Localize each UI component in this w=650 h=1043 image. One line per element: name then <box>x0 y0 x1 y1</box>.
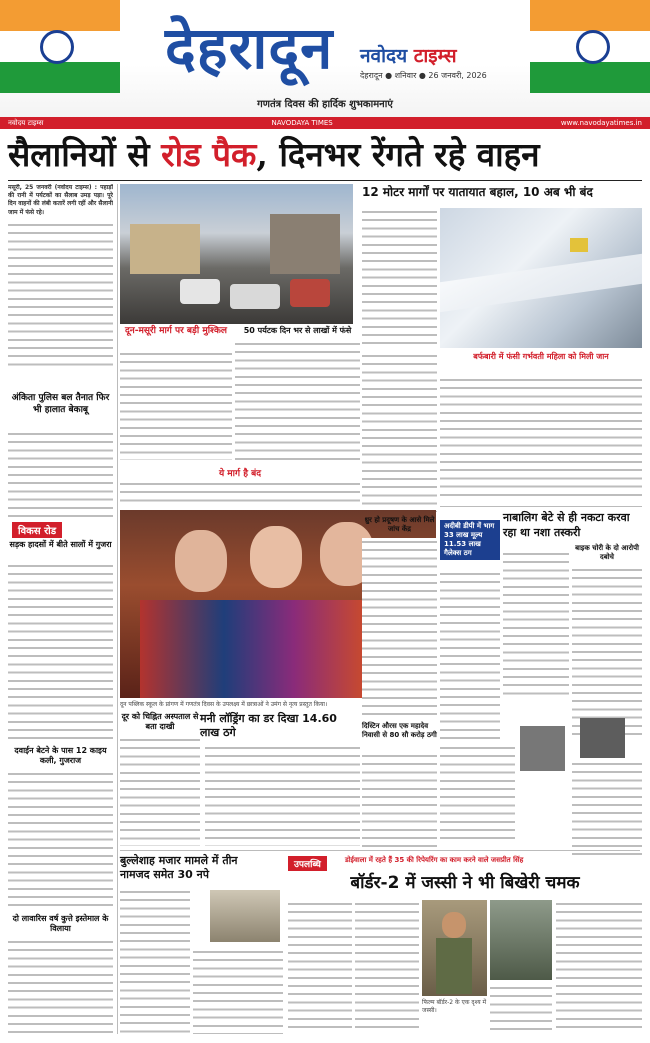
strip-left: नवोदय टाइम्स <box>8 119 44 127</box>
divider <box>120 850 640 851</box>
text-block <box>288 900 352 1034</box>
text-block <box>440 570 500 740</box>
website-link[interactable]: www.navodayatimes.in <box>560 119 642 127</box>
text-block <box>503 550 569 700</box>
flag-right-icon <box>530 0 650 95</box>
text-block <box>8 221 113 371</box>
text-block <box>8 562 113 742</box>
text-block <box>235 340 360 462</box>
center-sub3: ये मार्ग है बंद <box>218 469 262 479</box>
left-story4-head: दो लावारिस वर्ष कुत्ते इस्तेमाल के विलाया <box>12 914 109 933</box>
text-block <box>490 984 552 1034</box>
strip-mid: NAVODAYA TIMES <box>271 119 333 127</box>
lower-head-3: दिस्टिन औरस एक महादेव निवासी से 80 सौ करोड़ ठगी <box>362 722 437 739</box>
lead-intro: मसूरी, 25 जनवरी (नवोदय टाइम्स) : पहाड़ों की रानी में पर्यटकों का सैलाब उमड़ पड़ा। पूरे दिन वाहनों की लंबी कतारें लगी रहीं और सैलानी जाम में फंसे रहे। <box>8 184 113 216</box>
center-sub1: दून-मसूरी मार्ग पर बड़ी मुश्किल <box>124 326 228 336</box>
divider <box>440 506 642 507</box>
photo-caption: दून पब्लिक स्कूल के प्रांगण में गणतंत्र दिवस के उपलक्ष्य में छात्राओं ने उमंग से नृत्य प्रस्तुत किया। <box>120 701 328 708</box>
text-block <box>440 376 642 496</box>
center-sub2: 50 पर्यटक दिन भर से लाखों में फंसे <box>243 326 352 335</box>
text-block <box>362 538 437 718</box>
lower-head-2: दूर को चिह्नित अस्पताल से बता दाखी <box>121 712 199 731</box>
headline-part-1: सैलानियों से <box>8 135 162 174</box>
lower-head-4: बुल्लेशाह मजार मामले में तीन नामजद समेत 30 नपे <box>120 854 238 881</box>
lead-story-text <box>8 184 113 384</box>
bike-photo <box>580 718 625 758</box>
republic-day-greeting: गणतंत्र दिवस की हार्दिक शुभकामनाएं <box>257 99 393 110</box>
left-story2-head: सड़क हादसों में बीते सालों में गुजरा <box>9 540 112 549</box>
text-block <box>440 744 515 844</box>
dateline: देहरादून ● शनिवार ● 26 जनवरी, 2026 <box>360 71 487 80</box>
text-block <box>362 752 437 848</box>
masthead <box>0 0 650 118</box>
subtitle-b: टाइम्स <box>413 45 457 67</box>
accused-photo <box>520 726 565 771</box>
text-block <box>355 900 419 1034</box>
text-block <box>362 352 437 512</box>
text-block <box>572 566 642 736</box>
divider <box>8 180 642 181</box>
section-tag: विकस रोड <box>12 522 62 538</box>
text-block <box>556 900 642 1034</box>
jassi-photo <box>422 900 487 996</box>
text-block <box>120 480 360 505</box>
masthead-strip <box>0 117 650 129</box>
headline-part-3: , दिनभर रेंगते रहे वाहन <box>256 135 540 174</box>
newspaper-title: देहरादून <box>165 14 334 82</box>
bottom-headline: बॉर्डर-2 में जस्सी ने भी बिखेरी चमक <box>350 873 580 893</box>
lead-headline <box>8 132 642 178</box>
traffic-jam-photo <box>120 184 353 324</box>
right-top-head: 12 मोटर मार्गों पर यातायात बहाल, 10 अब भी बंद <box>362 185 593 199</box>
snow-road-photo <box>440 208 642 348</box>
left-story3-head: दवाईन बेटने के पास 12 काइय कली, गुजराज <box>14 746 107 765</box>
text-block <box>120 350 232 460</box>
text-block <box>362 208 437 348</box>
subtitle-a: नवोदय <box>360 45 408 67</box>
text-block <box>120 736 200 846</box>
newspaper-subtitle <box>360 42 457 68</box>
info-box: अदीबी डीपी में भाग 33 लाख मूल्य 11.53 लाख गैलेक्स ठग <box>440 520 500 560</box>
text-block <box>8 938 113 1034</box>
bottom-tag: उपलब्धि <box>288 856 327 871</box>
text-block <box>205 744 360 846</box>
mazar-photo <box>210 890 280 942</box>
text-block <box>572 760 642 860</box>
text-block <box>8 770 113 910</box>
headline-part-2: रोड पैक <box>161 135 257 174</box>
flag-left-icon <box>0 0 120 95</box>
film-still-photo <box>490 900 552 980</box>
text-block <box>193 948 283 1034</box>
bottom-kicker: डोईवाला में रहते हैं 35 की रिपेयरिंग का काम करने वाले जसप्रीत सिंह <box>345 856 524 864</box>
lower-head-1: मनी लॉड्रिंग का डर दिखा 14.60 लाख ठगे <box>200 712 337 739</box>
bottom-photo-caption: फिल्म बॉर्डर-2 के एक दृश्य में जस्सी। <box>422 999 487 1014</box>
text-block <box>8 430 113 520</box>
right-col-head: थ्रुर हो प्रदूषण के आसे मिले जांच केंद्र <box>364 516 435 533</box>
right-photo-sub: बर्फबारी में फंसी गर्भवती महिला को मिली जान <box>440 352 642 362</box>
text-block <box>120 888 190 1034</box>
left-story1-head: अंकिता पुलिस बल तैनात फिर भी हालात बेकाबू <box>11 393 110 415</box>
right-side-head: बाइक चोरी के दो आरोपी दबोचे <box>575 544 639 561</box>
right-mid-head: नाबालिग बेटे से ही नकटा करवा रहा था नशा तस्करी <box>503 511 630 539</box>
column-divider <box>117 184 118 1034</box>
